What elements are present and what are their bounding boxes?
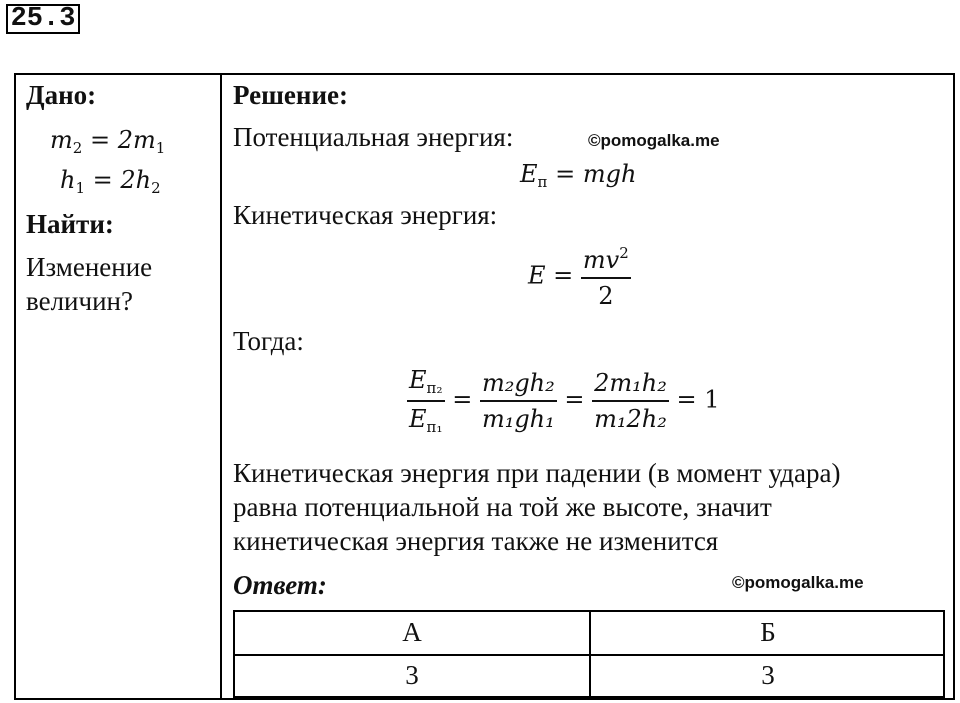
kinetic-energy-formula: E = $\frac{mv^2}{2}$ <box>528 244 629 310</box>
watermark-top: ©pomogalka.me <box>588 131 720 150</box>
find-line-2: величин? <box>26 286 133 316</box>
find-title: Найти: <box>26 209 114 239</box>
given-title: Дано: <box>26 80 97 110</box>
answer-table <box>233 610 945 698</box>
find-line-1: Изменение <box>26 252 153 282</box>
table-value-a: 3 <box>405 660 419 690</box>
kinetic-energy-label: Кинетическая энергия: <box>233 200 498 230</box>
potential-energy-label: Потенциальная энергия: <box>233 122 514 152</box>
table-header-a: А <box>402 617 422 647</box>
table-header-b: Б <box>760 617 776 647</box>
potential-energy-formula: $E_п$ = mgh <box>520 160 637 191</box>
table-value-b: 3 <box>761 660 775 690</box>
answer-label: Ответ: <box>233 570 327 600</box>
given-eq-height: $h_1 = 2h_2$ <box>60 166 161 197</box>
conclusion-line-3: кинетическая энергия также не изменится <box>233 526 719 556</box>
conclusion-line-1: Кинетическая энергия при падении (в момент удара) <box>233 458 841 488</box>
conclusion-line-2: равна потенциальной на той же высоте, значит <box>233 492 772 522</box>
then-label: Тогда: <box>233 326 304 356</box>
given-eq-mass: $m_2 = 2m_1$ <box>50 126 166 157</box>
solution-title: Решение: <box>233 80 348 110</box>
watermark-bottom: ©pomogalka.me <box>732 573 864 592</box>
energy-ratio-formula: $\frac{E_{п_2}}{E_{п_1}}$ = $\frac{\text{m₂gh₂}}{\text{m₁gh₁}}$ = $\frac{\text{2m₁h₂}}{\text{m₁2h₂}}$ = 1 <box>409 366 720 436</box>
problem-number: 25.3 <box>6 4 80 34</box>
column-divider <box>220 73 222 700</box>
